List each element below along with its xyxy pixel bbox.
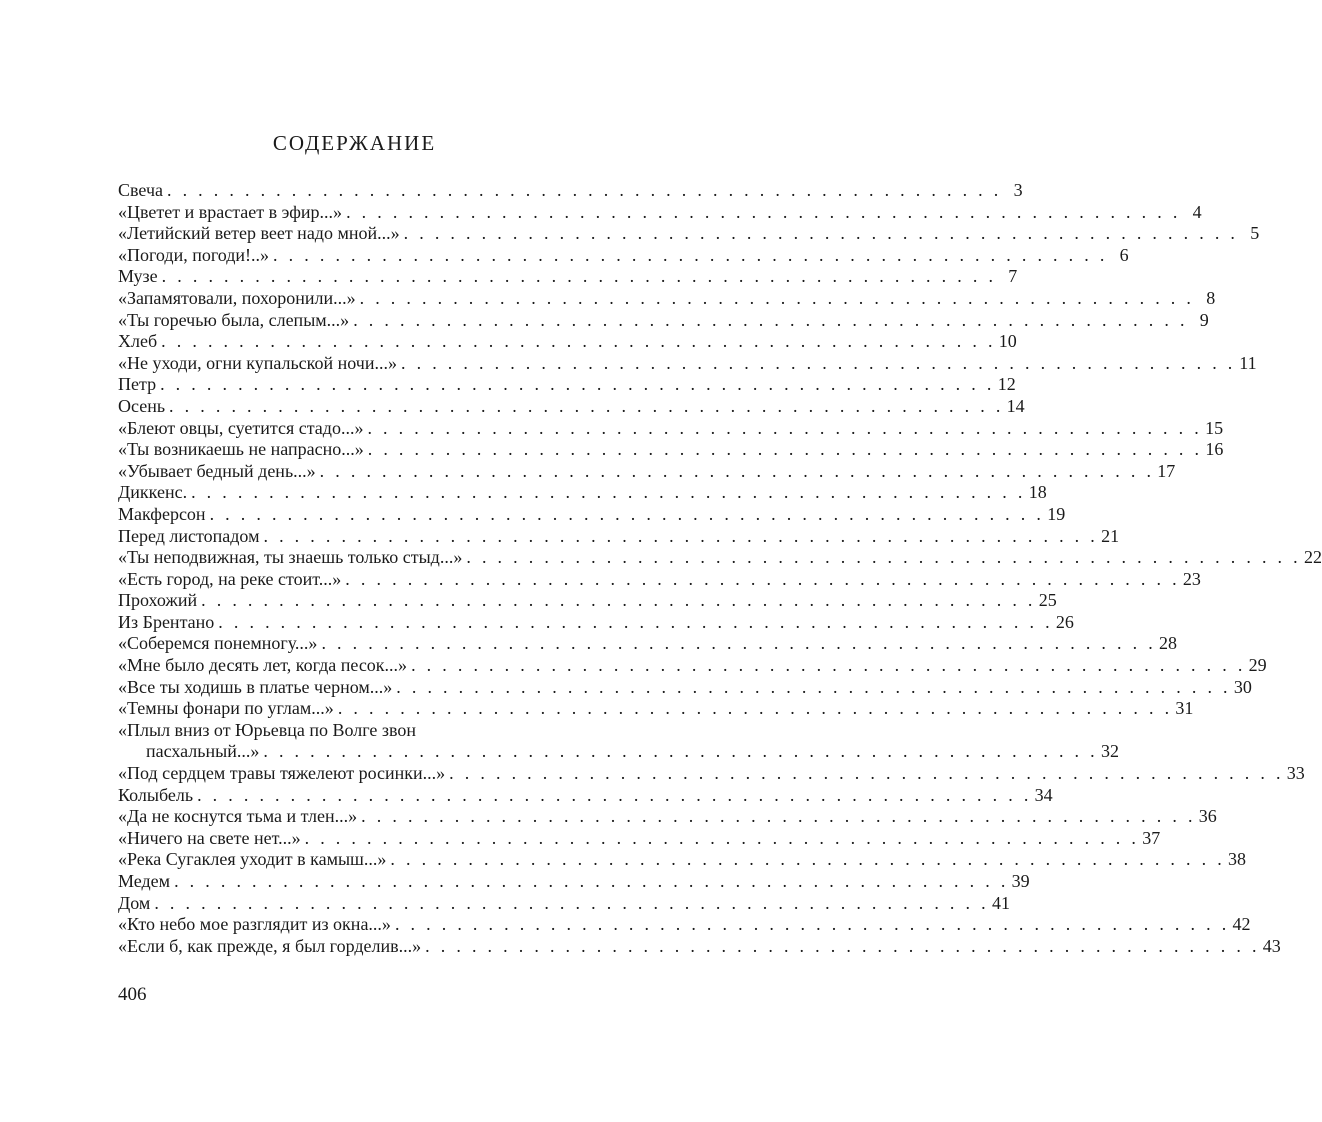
toc-entry-title: «Соберемся понемногу...» bbox=[118, 633, 318, 654]
toc-entry bbox=[118, 266, 1018, 288]
toc-entry-page: 39 bbox=[1011, 871, 1030, 891]
dot-leader: . . . . . . . . . . . . . . . . . . . . . . . . . . . . . . . . . . . . . . . . . . . . . . . . . . . . . . bbox=[160, 374, 995, 395]
toc-entry-page: 21 bbox=[1101, 525, 1120, 546]
toc-entry-page: 19 bbox=[1047, 503, 1066, 524]
toc-entry bbox=[118, 827, 1161, 850]
toc-entry-title: «Река Сугаклея уходит в камыш...» bbox=[118, 849, 387, 870]
page-title: СОДЕРЖАНИЕ bbox=[272, 131, 437, 155]
toc-entry-page: 12 bbox=[997, 374, 1016, 395]
toc-entry-title: «Цветет и врастает в эфир...» bbox=[118, 201, 343, 222]
toc-entry bbox=[118, 806, 1217, 828]
toc-entry-title: Диккенс. bbox=[118, 482, 188, 503]
dot-leader: . . . . . . . . . . . . . . . . . . . . . . . . . . . . . . . . . . . . . . . . . . . . . . . . . . . . . . bbox=[396, 676, 1231, 697]
toc-entry-title: «Да не коснутся тьма и тлен...» bbox=[118, 806, 358, 827]
dot-leader: . . . . . . . . . . . . . . . . . . . . . . . . . . . . . . . . . . . . . . . . . . . . . . . . . . . . . . bbox=[169, 395, 1004, 416]
dot-leader: . . . . . . . . . . . . . . . . . . . . . . . . . . . . . . . . . . . . . . . . . . . . . . . . . . . . . . bbox=[401, 352, 1236, 373]
toc-entry-page: 6 bbox=[1119, 244, 1129, 265]
toc-entry-page: 28 bbox=[1159, 633, 1178, 654]
toc-entry-title: «Если б, как прежде, я был горделив...» bbox=[118, 935, 422, 956]
toc-entry bbox=[118, 547, 1322, 569]
toc-entry bbox=[118, 482, 1047, 504]
dot-leader: . . . . . . . . . . . . . . . . . . . . . . . . . . . . . . . . . . . . . . . . . . . . . . . . . . . . . . bbox=[367, 417, 1203, 438]
toc-entry-title: «Запамятовали, похоронили...» bbox=[118, 287, 356, 308]
dot-leader: . . . . . . . . . . . . . . . . . . . . . . . . . . . . . . . . . . . . . . . . . . . . . . . . . . . . . . bbox=[197, 784, 1032, 805]
toc-entry-page: 23 bbox=[1182, 568, 1201, 589]
toc-entry-continuation bbox=[118, 741, 1119, 763]
toc-entry bbox=[118, 568, 1201, 591]
dot-leader: . . . . . . . . . . . . . . . . . . . . . . . . . . . . . . . . . . . . . . . . . . . . . . . . . . . . . . bbox=[304, 827, 1140, 848]
toc-entry-title: «Убывает бедный день...» bbox=[118, 460, 316, 481]
toc-entry-page: 22 bbox=[1303, 547, 1322, 568]
toc-entry-page: 3 bbox=[1013, 180, 1023, 200]
toc-entry-title: Макферсон bbox=[118, 503, 206, 524]
toc-entry-title: Дом bbox=[118, 892, 151, 913]
dot-leader: . . . . . . . . . . . . . . . . . . . . . . . . . . . . . . . . . . . . . . . . . . . . . . . . . . . . . . bbox=[273, 244, 1108, 265]
toc-entry bbox=[118, 676, 1252, 699]
toc-entry bbox=[118, 525, 1120, 548]
toc-entry bbox=[118, 763, 1305, 785]
toc-entry-page: 37 bbox=[1142, 827, 1161, 848]
toc-entry-title: «Все ты ходишь в платье черном...» bbox=[118, 676, 393, 697]
dot-leader: . . . . . . . . . . . . . . . . . . . . . . . . . . . . . . . . . . . . . . . . . . . . . . . . . . . . . . bbox=[161, 266, 997, 287]
toc-entry bbox=[118, 892, 1010, 915]
toc-entry-title: «Темны фонари по углам...» bbox=[118, 698, 334, 719]
toc-entry-page: 43 bbox=[1262, 935, 1281, 956]
dot-leader: . . . . . . . . . . . . . . . . . . . . . . . . . . . . . . . . . . . . . . . . . . . . . . . . . . . . . . bbox=[191, 482, 1026, 503]
toc-entry bbox=[118, 223, 1260, 245]
dot-leader: . . . . . . . . . . . . . . . . . . . . . . . . . . . . . . . . . . . . . . . . . . . . . . . . . . . . . . bbox=[361, 806, 1196, 827]
toc-entry-page: 33 bbox=[1286, 763, 1305, 784]
toc-entry-title: «Блеют овцы, суетится стадо...» bbox=[118, 417, 364, 438]
toc-entry-title: «Кто небо мое разглядит из окна...» bbox=[118, 914, 391, 935]
dot-leader: . . . . . . . . . . . . . . . . . . . . . . . . . . . . . . . . . . . . . . . . . . . . . . . . . . . . . . bbox=[319, 460, 1155, 481]
toc-entry-page: 41 bbox=[991, 892, 1010, 913]
toc-entry-title: Петр bbox=[118, 374, 157, 395]
toc-entry bbox=[118, 633, 1178, 655]
toc-entry-title: Музе bbox=[118, 266, 158, 287]
toc-entry-title: Медем bbox=[118, 871, 171, 891]
toc-entry bbox=[118, 201, 1202, 224]
toc-entry bbox=[118, 309, 1209, 332]
toc-entry bbox=[118, 417, 1224, 440]
toc-entry bbox=[118, 611, 1074, 634]
toc-entry-title: пасхальный...» bbox=[146, 741, 260, 762]
toc-entry-title: Осень bbox=[118, 395, 166, 416]
dot-leader: . . . . . . . . . . . . . . . . . . . . . . . . . . . . . . . . . . . . . . . . . . . . . . . . . . . . . . bbox=[321, 633, 1157, 654]
toc-entry-page: 4 bbox=[1192, 201, 1202, 222]
toc-entry bbox=[118, 395, 1025, 418]
toc-entry-page: 18 bbox=[1028, 482, 1047, 503]
toc-entry-page: 15 bbox=[1205, 417, 1224, 438]
toc-entry-page: 17 bbox=[1157, 460, 1176, 481]
dot-leader: . . . . . . . . . . . . . . . . . . . . . . . . . . . . . . . . . . . . . . . . . . . . . . . . . . . . . . bbox=[201, 590, 1036, 611]
page-number: 406 bbox=[118, 984, 147, 1005]
toc-entry-page: 5 bbox=[1250, 223, 1260, 244]
dot-leader: . . . . . . . . . . . . . . . . . . . . . . . . . . . . . . . . . . . . . . . . . . . . . . . . . . . . . . bbox=[166, 180, 1002, 200]
toc-entry bbox=[118, 655, 1267, 677]
toc-entry-title: «Мне было десять лет, когда песок...» bbox=[118, 655, 408, 676]
toc-entry bbox=[118, 914, 1251, 936]
toc-entry-title: «Погоди, погоди!..» bbox=[118, 244, 270, 265]
dot-leader: . . . . . . . . . . . . . . . . . . . . . . . . . . . . . . . . . . . . . . . . . . . . . . . . . . . . . . bbox=[449, 763, 1284, 784]
table-of-contents bbox=[118, 180, 1322, 957]
dot-leader: . . . . . . . . . . . . . . . . . . . . . . . . . . . . . . . . . . . . . . . . . . . . . . . . . . . . . . bbox=[425, 935, 1260, 956]
toc-entry-page: 36 bbox=[1198, 806, 1217, 827]
toc-entry bbox=[118, 871, 1030, 893]
toc-entry bbox=[118, 352, 1257, 375]
toc-entry-title: «Не уходи, огни купальской ночи...» bbox=[118, 352, 397, 373]
dot-leader: . . . . . . . . . . . . . . . . . . . . . . . . . . . . . . . . . . . . . . . . . . . . . . . . . . . . . . bbox=[218, 611, 1053, 632]
toc-entry-page: 25 bbox=[1038, 590, 1057, 611]
dot-leader: . . . . . . . . . . . . . . . . . . . . . . . . . . . . . . . . . . . . . . . . . . . . . . . . . . . . . . bbox=[353, 309, 1188, 330]
toc-entry-title: Из Брентано bbox=[118, 611, 215, 632]
dot-leader: . . . . . . . . . . . . . . . . . . . . . . . . . . . . . . . . . . . . . . . . . . . . . . . . . . . . . . bbox=[345, 568, 1180, 589]
toc-entry-title: Свеча bbox=[118, 180, 163, 200]
dot-leader: . . . . . . . . . . . . . . . . . . . . . . . . . . . . . . . . . . . . . . . . . . . . . . . . . . . . . . bbox=[263, 741, 1098, 762]
toc-entry-title: Хлеб bbox=[118, 331, 158, 352]
toc-entry-title: «Ты горечью была, слепым...» bbox=[118, 309, 350, 330]
toc-entry-title: Перед листопадом bbox=[118, 525, 260, 546]
toc-entry-page: 9 bbox=[1199, 309, 1209, 330]
toc-entry bbox=[118, 374, 1016, 396]
toc-entry-page: 30 bbox=[1233, 676, 1252, 697]
dot-leader: . . . . . . . . . . . . . . . . . . . . . . . . . . . . . . . . . . . . . . . . . . . . . . . . . . . . . . bbox=[346, 201, 1181, 222]
toc-entry-title: «Ты возникаешь не напрасно...» bbox=[118, 439, 364, 460]
toc-entry-page: 34 bbox=[1034, 784, 1053, 805]
dot-leader: . . . . . . . . . . . . . . . . . . . . . . . . . . . . . . . . . . . . . . . . . . . . . . . . . . . . . . bbox=[154, 892, 989, 913]
toc-entry bbox=[118, 287, 1216, 310]
dot-leader: . . . . . . . . . . . . . . . . . . . . . . . . . . . . . . . . . . . . . . . . . . . . . . . . . . . . . . bbox=[390, 849, 1226, 870]
toc-entry-page: 14 bbox=[1006, 395, 1025, 416]
toc-entry-title: Прохожий bbox=[118, 590, 198, 611]
dot-leader: . . . . . . . . . . . . . . . . . . . . . . . . . . . . . . . . . . . . . . . . . . . . . . . . . . . . . . bbox=[367, 439, 1203, 460]
toc-entry-page: 29 bbox=[1248, 655, 1267, 676]
toc-entry-page: 8 bbox=[1206, 287, 1216, 308]
dot-leader: . . . . . . . . . . . . . . . . . . . . . . . . . . . . . . . . . . . . . . . . . . . . . . . . . . . . . . bbox=[174, 871, 1009, 891]
toc-entry-page: 32 bbox=[1100, 741, 1119, 762]
toc-entry-title: «Летийский ветер веет надо мной...» bbox=[118, 223, 400, 244]
toc-entry-page: 26 bbox=[1055, 611, 1074, 632]
toc-entry-page: 10 bbox=[998, 331, 1017, 352]
dot-leader: . . . . . . . . . . . . . . . . . . . . . . . . . . . . . . . . . . . . . . . . . . . . . . . . . . . . . . bbox=[411, 655, 1246, 676]
dot-leader: . . . . . . . . . . . . . . . . . . . . . . . . . . . . . . . . . . . . . . . . . . . . . . . . . . . . . . bbox=[337, 698, 1173, 719]
toc-entry bbox=[118, 439, 1224, 461]
toc-entry bbox=[118, 331, 1017, 353]
toc-entry-title: «Ничего на свете нет...» bbox=[118, 827, 301, 848]
toc-entry bbox=[118, 180, 1023, 202]
toc-entry-title: «Есть город, на реке стоит...» bbox=[118, 568, 342, 589]
dot-leader: . . . . . . . . . . . . . . . . . . . . . . . . . . . . . . . . . . . . . . . . . . . . . . . . . . . . . . bbox=[403, 223, 1239, 244]
dot-leader: . . . . . . . . . . . . . . . . . . . . . . . . . . . . . . . . . . . . . . . . . . . . . . . . . . . . . . bbox=[263, 525, 1099, 546]
dot-leader: . . . . . . . . . . . . . . . . . . . . . . . . . . . . . . . . . . . . . . . . . . . . . . . . . . . . . . bbox=[466, 547, 1301, 568]
toc-entry bbox=[118, 935, 1281, 958]
dot-leader: . . . . . . . . . . . . . . . . . . . . . . . . . . . . . . . . . . . . . . . . . . . . . . . . . . . . . . bbox=[209, 503, 1045, 524]
toc-entry bbox=[118, 784, 1053, 807]
toc-entry bbox=[118, 503, 1066, 526]
toc-entry bbox=[118, 590, 1057, 612]
toc-entry bbox=[118, 849, 1247, 871]
toc-entry bbox=[118, 698, 1194, 720]
toc-entry-title: «Плыл вниз от Юрьевца по Волге звон bbox=[118, 719, 417, 740]
dot-leader: . . . . . . . . . . . . . . . . . . . . . . . . . . . . . . . . . . . . . . . . . . . . . . . . . . . . . . bbox=[394, 914, 1230, 935]
toc-entry bbox=[118, 460, 1176, 483]
dot-leader: . . . . . . . . . . . . . . . . . . . . . . . . . . . . . . . . . . . . . . . . . . . . . . . . . . . . . . bbox=[359, 287, 1195, 308]
toc-entry-page: 16 bbox=[1205, 439, 1224, 460]
toc-entry-page: 31 bbox=[1175, 698, 1194, 719]
toc-entry-title: «Ты неподвижная, ты знаешь только стыд...» bbox=[118, 547, 463, 568]
toc-entry-title: «Под сердцем травы тяжелеют росинки...» bbox=[118, 763, 446, 784]
toc-entry-page: 38 bbox=[1228, 849, 1247, 870]
toc-entry-page: 7 bbox=[1008, 266, 1018, 287]
toc-entry bbox=[118, 720, 616, 742]
toc-entry-page: 42 bbox=[1232, 914, 1251, 935]
toc-entry bbox=[118, 244, 1129, 267]
dot-leader: . . . . . . . . . . . . . . . . . . . . . . . . . . . . . . . . . . . . . . . . . . . . . . . . . . . . . . bbox=[161, 331, 996, 352]
toc-entry-title: Колыбель bbox=[118, 784, 194, 805]
toc-entry-page: 11 bbox=[1239, 352, 1257, 373]
